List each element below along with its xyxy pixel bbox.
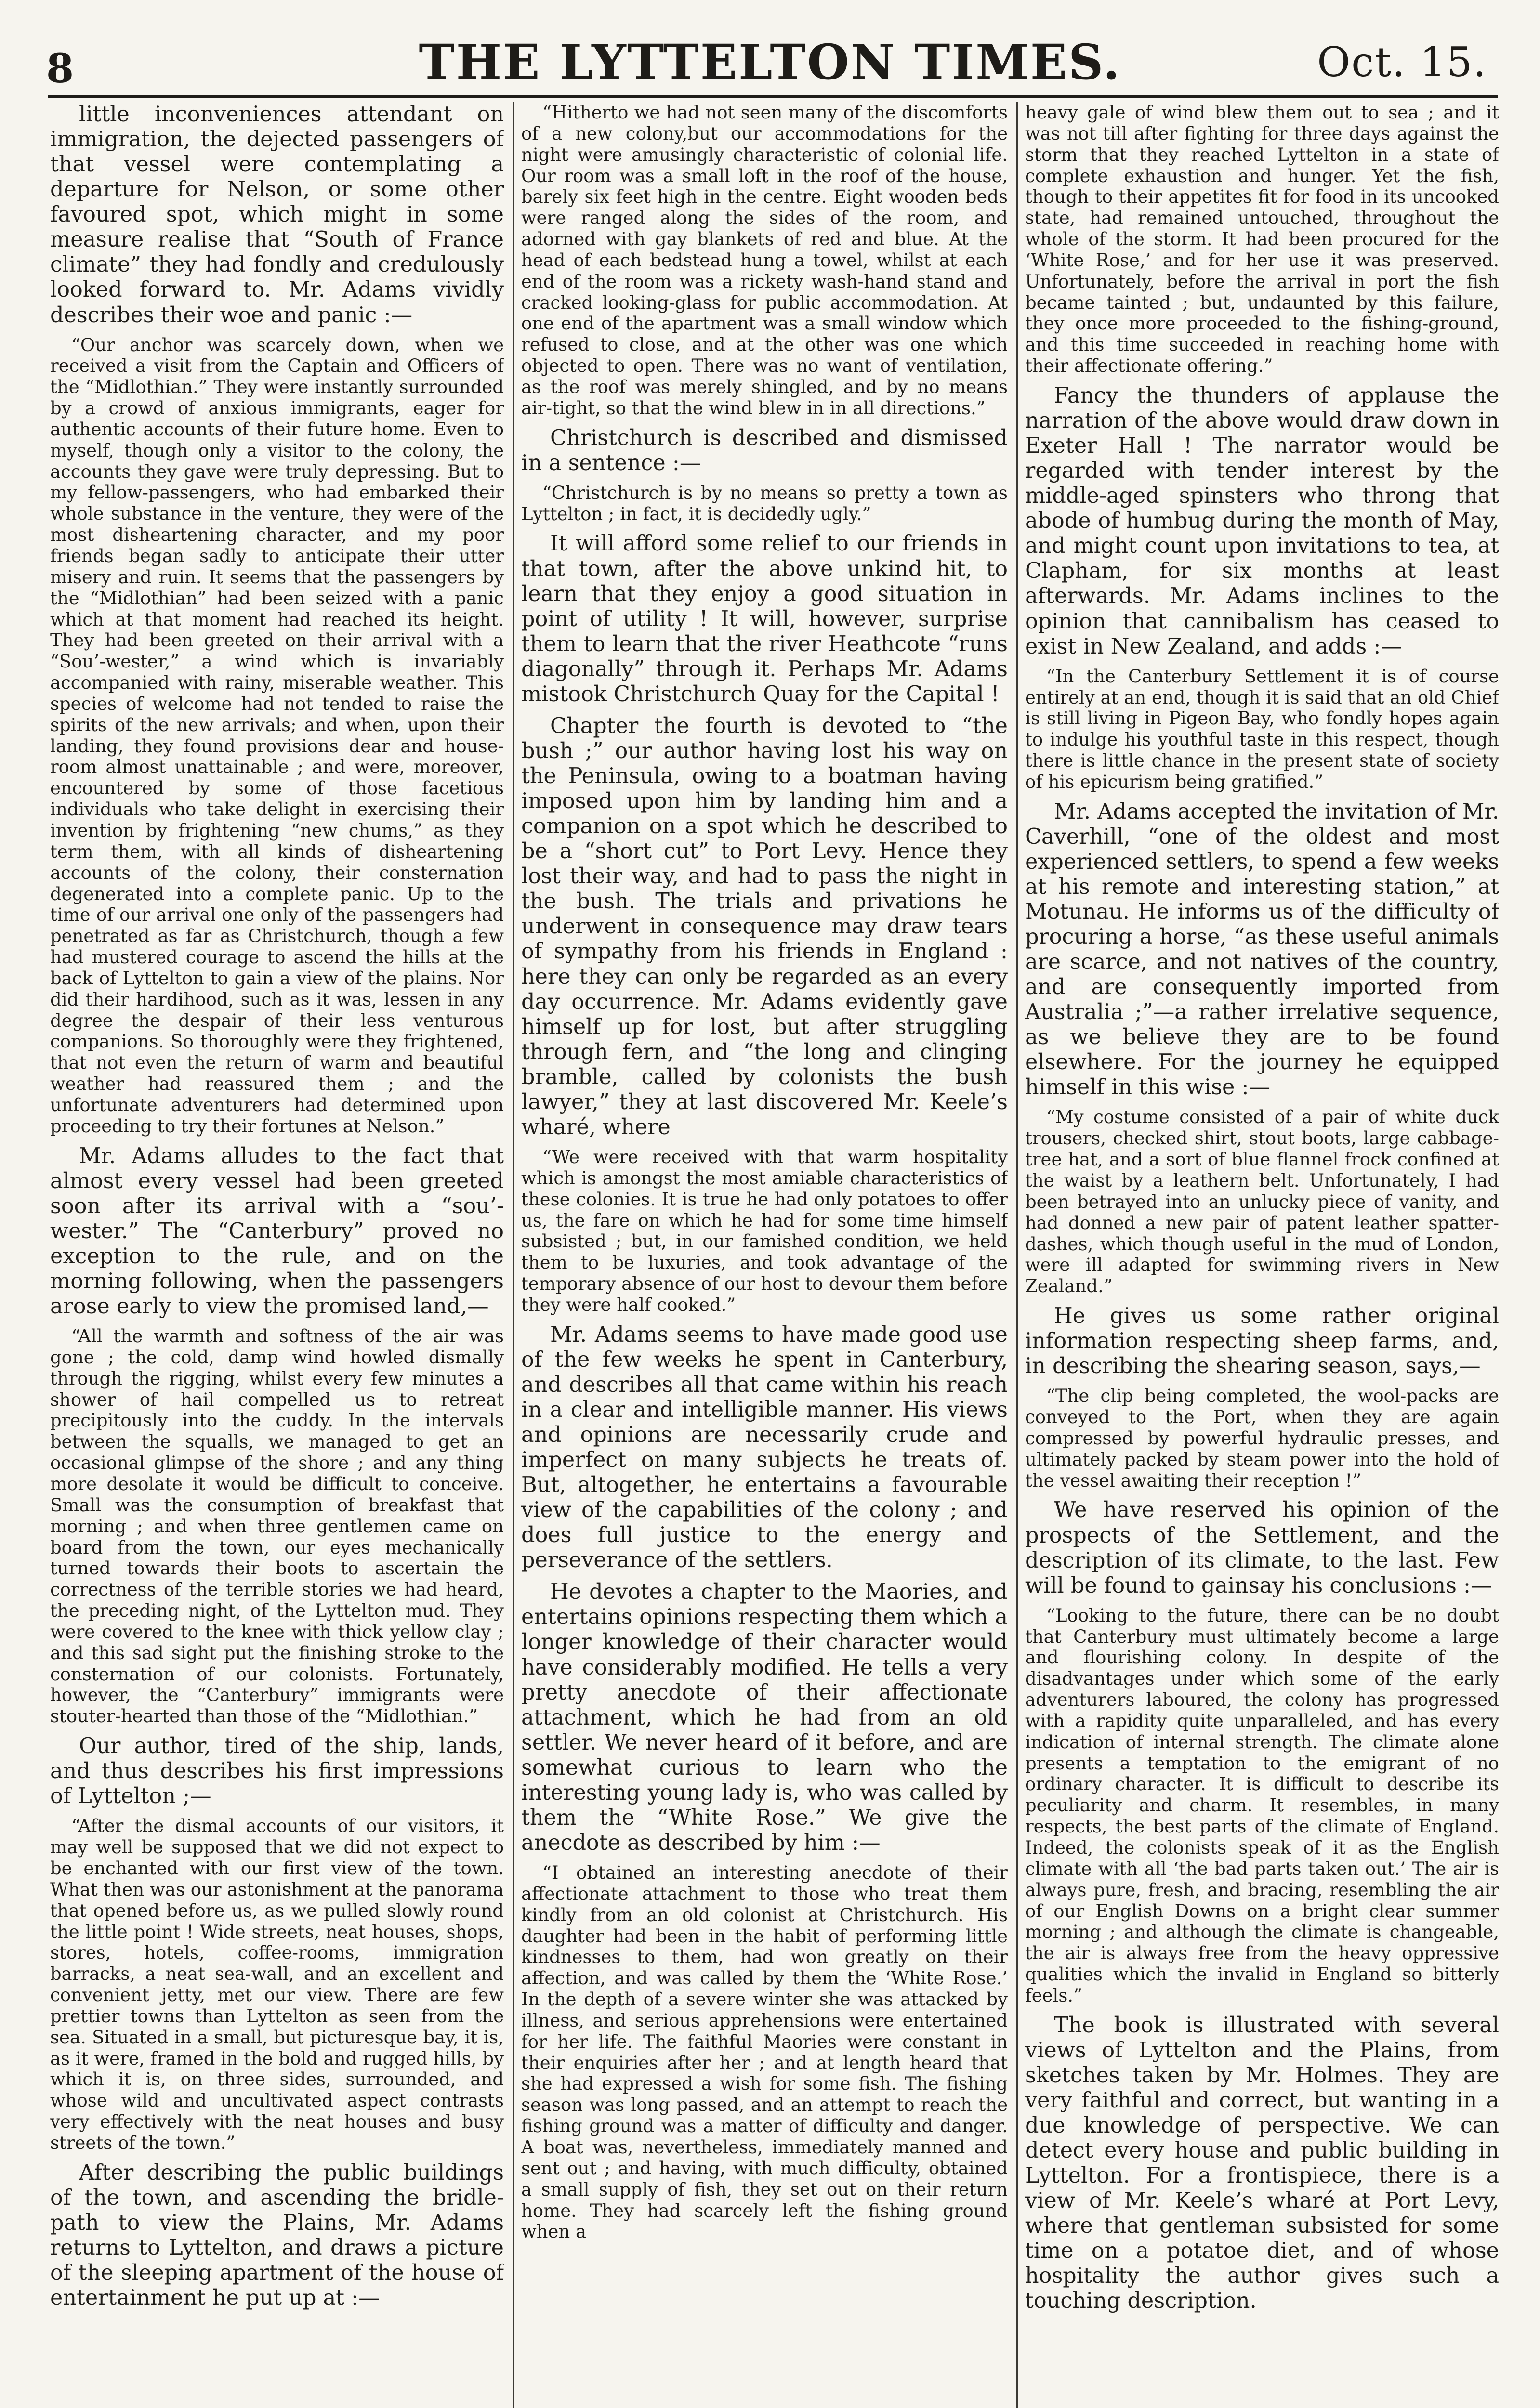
quoted-passage: “Our anchor was scarcely down, when we received a visit from the Captain and Officers of the “Midlothian.” They were instantly surrounded by a crowd of anxious immigrants, eager for authentic accounts of their future home. Even to myself, though only a visitor to the colony, the accounts they gave were truly depressing. But to my fellow-passengers, who had embarked their whole substance in the venture, they were of the most disheartening character, and my poor friends began sadly to anticipate their utter misery and ruin. It seems that the passengers by the “Midlothian” had been seized with a panic which at that moment had reached its height. They had been greeted on their arrival with a “Sou’-wester,” a wind which is invariably accompanied with rainy, miserable weather. This species of welcome had not tended to raise the spirits of the new arrivals; and when, upon their landing, they found provisions dear and house-room almost unattainable ; and were, moreover, encountered by some of those facetious individuals who take delight in exercising their invention by frightening “new chums,” as they term them, with all kinds of disheartening accounts of the colony, their consternation degenerated into a complete panic. Up to the time of our arrival one only of the passengers had penetrated as far as Christchurch, though a few had mustered courage to ascend the hills at the back of Lyttelton to gain a view of the plains. Nor did their hardihood, such as it was, lessen in any degree the despair of their less venturous companions. So thoroughly were they frightened, that not even the return of warm and beautiful weather had reassured them ; and the unfortunate adventurers had determined upon proceeding to try their fortunes at Nelson.” bbox=[50, 334, 504, 1137]
issue-date: Oct. 15. bbox=[1317, 39, 1487, 86]
article-paragraph: Our author, tired of the ship, lands, and thus describes his first impressions of Lyttelton ;— bbox=[50, 1734, 504, 1809]
quoted-passage: “The clip being completed, the wool-packs are conveyed to the Port, when they are again compressed by powerful hydraulic presses, and ultimately packed by steam power into the hold of the vessel awaiting their reception !” bbox=[1025, 1386, 1499, 1491]
quoted-passage: “I obtained an interesting anecdote of their affectionate attachment to those who treat them kindly from an old colonist at Christchurch. His daughter had been in the habit of performing little kindnesses to them, had won greatly on their affection, and was called by them the ‘White Rose.’ In the depth of a severe winter she was attacked by illness, and serious apprehensions were entertained for her life. The faithful Maories were constant in their enquiries after her ; and at length heard that she had expressed a wish for some fish. The fishing season was long passed, and an attempt to reach the fishing ground was a matter of difficulty and danger. A boat was, nevertheless, immediately manned and sent out ; and having, with much difficulty, obtained a small supply of fish, they set out on their return home. They had scarcely left the fishing ground when a bbox=[521, 1862, 1008, 2242]
quoted-passage: heavy gale of wind blew them out to sea ; and it was not till after fighting for three days against the storm that they reached Lyttelton in a state of complete exhaustion and hunger. Yet the fish, though to their appetites fit for food in its uncooked state, had remained untouched, throughout the whole of the storm. It had been procured for the ‘White Rose,’ and for her use it was preserved. Unfortunately, before the arrival in port the fish became tainted ; but, undaunted by this failure, they once more proceeded to the fishing-ground, and this time succeeded in reaching home with their affectionate offering.” bbox=[1025, 102, 1499, 377]
article-paragraph: It will afford some relief to our friends in that town, after the above unkind hit, to learn that they enjoy a good situation in point of utility ! It will, however, surprise them to learn that the river Heathcote “runs diagonally” through it. Perhaps Mr. Adams mistook Christchurch Quay for the Capital ! bbox=[521, 531, 1008, 707]
quoted-passage: “Looking to the future, there can be no doubt that Canterbury must ultimately become a large and flourishing colony. In despite of the disadvantages under which some of the early adventurers laboured, the colony has progressed with a rapidity quite unparalleled, and has every indication of internal strength. The climate alone presents a temptation to the emigrant of no ordinary character. It is difficult to describe its peculiarity and charm. It resembles, in many respects, the best parts of the climate of England. Indeed, the colonists speak of it as the English climate with all ‘the bad parts taken out.’ The air is always pure, fresh, and bracing, resembling the air of our English Downs on a bright clear summer morning ; and although the climate is changeable, the air is always free from the heavy oppressive qualities which the invalid in England so bitterly feels.” bbox=[1025, 1605, 1499, 2006]
quoted-passage: “Hitherto we had not seen many of the discomforts of a new colony,but our accommodations for the night were amusingly characteristic of colonial life. Our room was a small loft in the roof of the house, barely six feet high in the centre. Eight wooden beds were ranged along the sides of the room, and adorned with gay blankets of red and blue. At the head of each bedstead hung a towel, whilst at each end of the room was a rickety wash-hand stand and cracked looking-glass for public accommodation. At one end of the apartment was a small window which refused to close, and at the other was one which objected to open. There was no want of ventilation, as the roof was merely shingled, and by no means air-tight, so that the wind blew in in all directions.” bbox=[521, 102, 1008, 419]
quoted-passage: “Christchurch is by no means so pretty a town as Lyttelton ; in fact, it is decidedly ugly.” bbox=[521, 482, 1008, 524]
page-number: 8 bbox=[46, 46, 74, 92]
article-paragraph: little inconveniences attendant on immigration, the dejected passengers of that vessel were contemplating a departure for Nelson, or some other favoured spot, which might in some measure realise that “South of France climate” they had fondly and credulously looked forward to. Mr. Adams vividly describes their woe and panic :— bbox=[50, 102, 504, 327]
quoted-passage: “My costume consisted of a pair of white duck trousers, checked shirt, stout boots, large cabbage-tree hat, and a sort of blue flannel frock confined at the waist by a leathern belt. Unfortunately, I had been betrayed into an unlucky piece of vanity, and had donned a new pair of patent leather spatter-dashes, which though useful in the mud of London, were ill adapted for swimming rivers in New Zealand.” bbox=[1025, 1107, 1499, 1297]
masthead bbox=[0, 0, 1540, 92]
article-paragraph: Fancy the thunders of applause the narration of the above would draw down in Exeter Hall ! The narrator would be regarded with tender interest by the middle-aged spinsters who throng that abode of humbug during the month of May, and might count upon invitations to tea, at Clapham, for six months at least afterwards. Mr. Adams inclines to the opinion that cannibalism has ceased to exist in New Zealand, and adds :— bbox=[1025, 383, 1499, 659]
article-paragraph: Mr. Adams accepted the invitation of Mr. Caverhill, “one of the oldest and most experienced settlers, to spend a few weeks at his remote and interesting station,” at Motunau. He informs us of the difficulty of procuring a horse, “as these useful animals are scarce, and not natives of the country, and are consequently imported from Australia ;”—a rather irrelative sequence, as we believe they are to be found elsewhere. For the journey he equipped himself in this wise :— bbox=[1025, 799, 1499, 1100]
article-paragraph: Chapter the fourth is devoted to “the bush ;” our author having lost his way on the Peninsula, owing to a boatman having imposed upon him by landing him and a companion on a spot which he described to be a “short cut” to Port Levy. Hence they lost their way, and had to pass the night in the bush. The trials and privations he underwent in consequence may draw tears of sympathy from his friends in England : here they can only be regarded as an every day occurrence. Mr. Adams evidently gave himself up for lost, but after struggling through fern, and “the long and clinging bramble, called by colonists the bush lawyer,” they at last discovered Mr. Keele’s wharé, where bbox=[521, 713, 1008, 1139]
quoted-passage: “In the Canterbury Settlement it is of course entirely at an end, though it is said that an old Chief is still living in Pigeon Bay, who fondly hopes again to indulge his youthful taste in this respect, though there is little chance in the present state of society of his epicurism being gratified.” bbox=[1025, 666, 1499, 792]
column-3 bbox=[1025, 102, 1499, 2408]
column-divider bbox=[513, 102, 514, 2408]
column-divider bbox=[1016, 102, 1018, 2408]
column-1 bbox=[50, 102, 504, 2408]
article-paragraph: After describing the public buildings of the town, and ascending the bridle-path to view the Plains, Mr. Adams returns to Lyttelton, and draws a picture of the sleeping apartment of the house of entertainment he put up at :— bbox=[50, 2160, 504, 2311]
column-2 bbox=[521, 102, 1008, 2408]
quoted-passage: “After the dismal accounts of our visitors, it may well be supposed that we did not expect to be enchanted with our first view of the town. What then was our astonishment at the panorama that opened before us, as we pulled slowly round the little point ! Wide streets, neat houses, shops, stores, hotels, coffee-rooms, immigration barracks, a neat sea-wall, and an excellent and convenient jetty, met our view. There are few prettier towns than Lyttelton as seen from the sea. Situated in a small, but picturesque bay, it is, as it were, framed in the bold and rugged hills, by which it is, on three sides, surrounded, and whose wild and uncultivated aspect contrasts very effectively with the neat houses and busy streets of the town.” bbox=[50, 1816, 504, 2153]
article-paragraph: We have reserved his opinion of the prospects of the Settlement, and the description of its climate, to the last. Few will be found to gainsay his conclusions :— bbox=[1025, 1498, 1499, 1598]
article-paragraph: Mr. Adams alludes to the fact that almost every vessel had been greeted soon after its arrival with a “sou’-wester.” The “Canterbury” proved no exception to the rule, and on the morning following, when the passengers arose early to view the promised land,— bbox=[50, 1143, 504, 1319]
quoted-passage: “All the warmth and softness of the air was gone ; the cold, damp wind howled dismally through the rigging, whilst every few minutes a shower of hail compelled us to retreat precipitously into the cuddy. In the intervals between the squalls, we managed to get an occasional glimpse of the shore ; and any thing more desolate it would be difficult to conceive. Small was the consumption of breakfast that morning ; and when three gentlemen came on board from the town, our eyes mechanically turned towards their boots to ascertain the correctness of the terrible stories we had heard, the preceding night, of the Lyttelton mud. They were covered to the knee with thick yellow clay ; and this sad sight put the finishing stroke to the consternation of our colonists. Fortunately, however, the “Canterbury” immigrants were stouter-hearted than those of the “Midlothian.” bbox=[50, 1326, 504, 1727]
article-paragraph: The book is illustrated with several views of Lyttelton and the Plains, from sketches taken by Mr. Holmes. They are very faithful and correct, but wanting in a due knowledge of perspective. We can detect every house and public building in Lyttelton. For a frontispiece, there is a view of Mr. Keele’s wharé at Port Levy, where that gentleman subsisted for some time on a potatoe diet, and of whose hospitality the author gives such a touching description. bbox=[1025, 2013, 1499, 2314]
article-paragraph: He devotes a chapter to the Maories, and entertains opinions respecting them which a longer knowledge of their character would have considerably modified. He tells a very pretty anecdote of their affectionate attachment, which he had from an old settler. We never heard of it before, and are somewhat curious to learn who the interesting young lady is, who was called by them the “White Rose.” We give the anecdote as described by him :— bbox=[521, 1580, 1008, 1855]
article-paragraph: Christchurch is described and dismissed in a sentence :— bbox=[521, 425, 1008, 475]
article-paragraph: He gives us some rather original information respecting sheep farms, and, in describing the shearing season, says,— bbox=[1025, 1304, 1499, 1379]
newspaper-title: THE LYTTELTON TIMES. bbox=[419, 34, 1121, 91]
masthead-rule bbox=[48, 95, 1498, 98]
quoted-passage: “We were received with that warm hospitality which is amongst the most amiable characteristics of these colonies. It is true he had only potatoes to offer us, the fare on which he had for some time himself subsisted ; but, in our famished condition, we held them to be luxuries, and took advantage of the temporary absence of our host to devour them before they were half cooked.” bbox=[521, 1146, 1008, 1315]
article-paragraph: Mr. Adams seems to have made good use of the few weeks he spent in Canterbury, and describes all that came within his reach in a clear and intelligible manner. His views and opinions are necessarily crude and imperfect on many subjects he treats of. But, altogether, he entertains a favourable view of the capabilities of the colony ; and does full justice to the energy and perseverance of the settlers. bbox=[521, 1322, 1008, 1573]
